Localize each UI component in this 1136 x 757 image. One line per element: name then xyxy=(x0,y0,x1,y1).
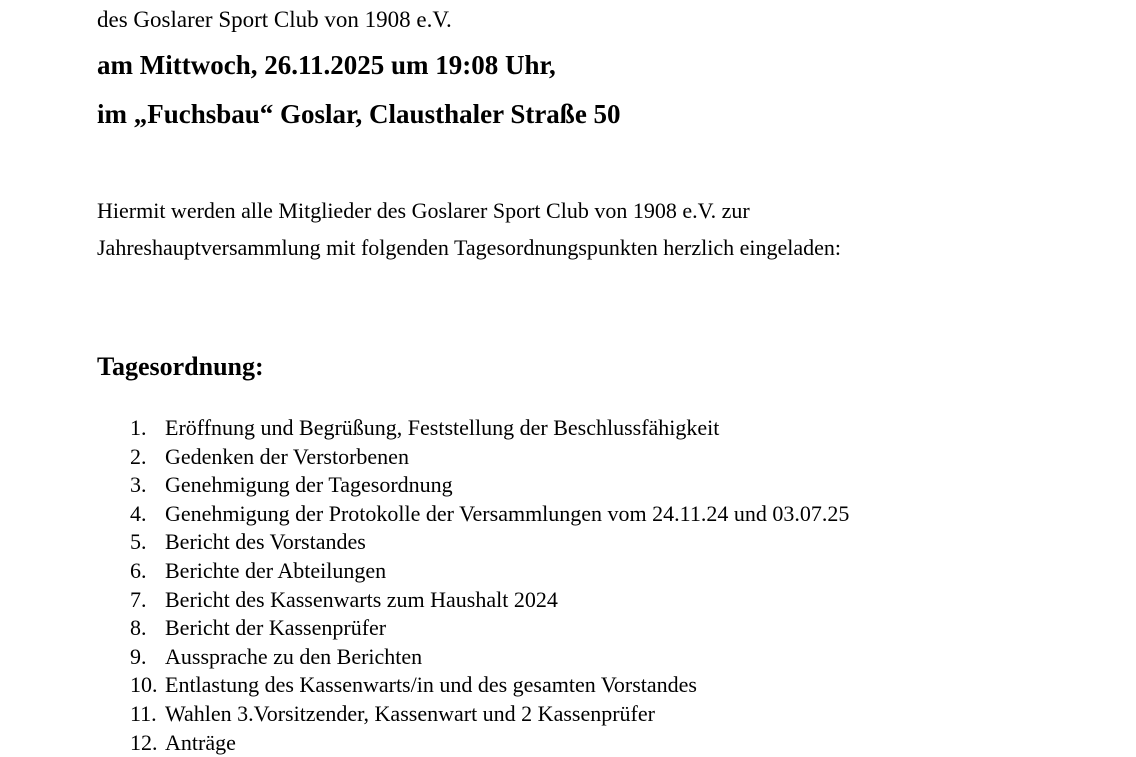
agenda-item-number: 5. xyxy=(130,529,147,555)
agenda-item-number: 1. xyxy=(130,415,147,440)
club-name-line: des Goslarer Sport Club von 1908 e.V. xyxy=(97,7,452,32)
agenda-item xyxy=(130,471,849,500)
agenda-item xyxy=(130,528,849,557)
agenda-item-text: Genehmigung der Tagesordnung xyxy=(165,472,453,498)
agenda-item xyxy=(130,500,849,529)
agenda-item-text: Aussprache zu den Berichten xyxy=(165,643,423,669)
agenda-item xyxy=(130,643,849,672)
agenda-item-number: 12. xyxy=(130,729,158,755)
agenda-list xyxy=(130,414,849,757)
agenda-item-number: 8. xyxy=(130,615,147,641)
meeting-date-time-line: am Mittwoch, 26.11.2025 um 19:08 Uhr, xyxy=(97,50,556,80)
agenda-item-text: Bericht des Vorstandes xyxy=(165,529,366,555)
agenda-item-text: Wahlen 3.Vorsitzender, Kassenwart und 2 Kassenprüfer xyxy=(165,700,655,726)
agenda-item-text: Bericht der Kassenprüfer xyxy=(165,615,387,641)
agenda-item-number: 6. xyxy=(130,557,147,583)
agenda-item-number: 10. xyxy=(130,672,158,698)
agenda-title: Tagesordnung: xyxy=(97,352,264,381)
agenda-item-text: Eröffnung und Begrüßung, Feststellung der Beschlussfähigkeit xyxy=(165,415,720,440)
agenda-item-text: Genehmigung der Protokolle der Versammlungen vom 24.11.24 und 03.07.25 xyxy=(165,500,850,526)
agenda-item-number: 4. xyxy=(130,500,147,526)
agenda-item xyxy=(130,729,849,757)
agenda-item xyxy=(130,557,849,586)
agenda-item xyxy=(130,614,849,643)
agenda-item-number: 9. xyxy=(130,643,147,669)
agenda-item-number: 3. xyxy=(130,472,147,498)
agenda-item-text: Anträge xyxy=(165,729,236,755)
agenda-item xyxy=(130,586,849,615)
agenda-item-text: Entlastung des Kassenwarts/in und des gesamten Vorstandes xyxy=(165,672,697,698)
invitation-paragraph: Hiermit werden alle Mitglieder des Goslarer Sport Club von 1908 e.V. zur Jahreshauptversammlung mit folgenden Tagesordnungspunkten herzlich eingeladen: xyxy=(97,198,842,260)
agenda-item-number: 2. xyxy=(130,443,147,469)
meeting-location-line: im „Fuchsbau“ Goslar, Clausthaler Straße 50 xyxy=(97,99,621,129)
agenda-item-text: Berichte der Abteilungen xyxy=(165,557,387,583)
agenda-item-number: 7. xyxy=(130,586,147,612)
agenda-item xyxy=(130,671,849,700)
agenda-item-text: Bericht des Kassenwarts zum Haushalt 2024 xyxy=(165,586,558,612)
agenda-item xyxy=(130,414,849,443)
agenda-item-number: 11. xyxy=(130,700,157,726)
agenda-item xyxy=(130,700,849,729)
agenda-item xyxy=(130,443,849,472)
agenda-item-text: Gedenken der Verstorbenen xyxy=(165,443,409,469)
